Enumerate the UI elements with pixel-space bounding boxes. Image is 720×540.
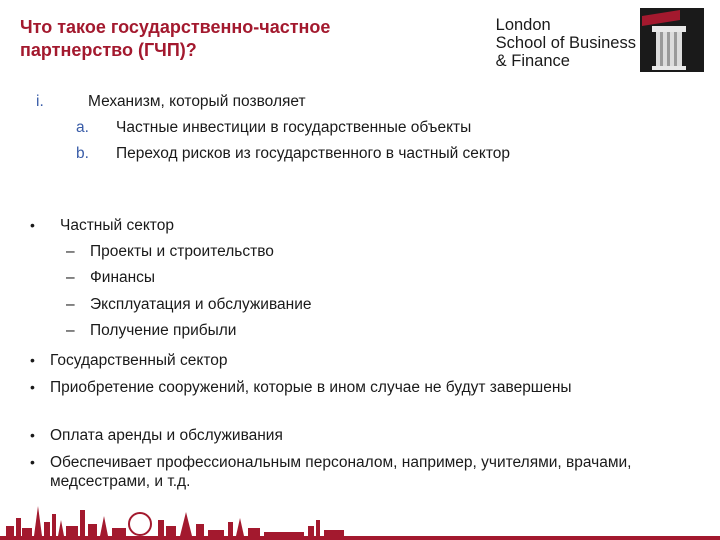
alpha-marker: b. bbox=[76, 145, 89, 162]
bullet-icon: • bbox=[30, 454, 35, 470]
logo-line-2: School of Business bbox=[495, 34, 636, 52]
public-bullet-text: Государственный сектор bbox=[50, 352, 228, 369]
dash-icon: – bbox=[66, 296, 75, 313]
section-1-item-text: Переход рисков из государственного в частный сектор bbox=[116, 145, 511, 162]
private-sector-item-text: Финансы bbox=[90, 269, 156, 286]
public-bullet-text: Приобретение сооружений, которые в ином случае не будут завершены bbox=[50, 379, 572, 396]
city-skyline-icon bbox=[0, 496, 720, 540]
alpha-marker: a. bbox=[76, 119, 89, 136]
dash-icon: – bbox=[66, 269, 75, 286]
bullet-icon: • bbox=[30, 427, 35, 443]
bullet-icon: • bbox=[30, 352, 35, 368]
private-sector-item-text: Проекты и строительство bbox=[90, 243, 274, 260]
slide-title: Что такое государственно-частное партнерство (ГЧП)? bbox=[20, 17, 331, 60]
logo-line-3: & Finance bbox=[495, 52, 570, 70]
section-1-item-text: Частные инвестиции в государственные объекты bbox=[116, 119, 472, 136]
roman-marker: i. bbox=[36, 93, 44, 110]
dash-icon: – bbox=[66, 322, 75, 339]
bullet-icon: • bbox=[30, 379, 35, 395]
dash-icon: – bbox=[66, 243, 75, 260]
private-sector-item-text: Получение прибыли bbox=[90, 322, 237, 339]
logo-line-1: London bbox=[495, 16, 551, 34]
private-sector-item-text: Эксплуатация и обслуживание bbox=[90, 296, 312, 313]
private-sector-text: Частный сектор bbox=[60, 217, 174, 234]
public-bullet-text: Обеспечивает профессиональным персоналом, например, учителями, врачами, медсестрами, и т.д. bbox=[50, 454, 632, 490]
bullet-icon: • bbox=[30, 217, 35, 233]
public-bullet-text: Оплата аренды и обслуживания bbox=[50, 427, 283, 444]
section-1-text: Механизм, который позволяет bbox=[88, 93, 306, 110]
